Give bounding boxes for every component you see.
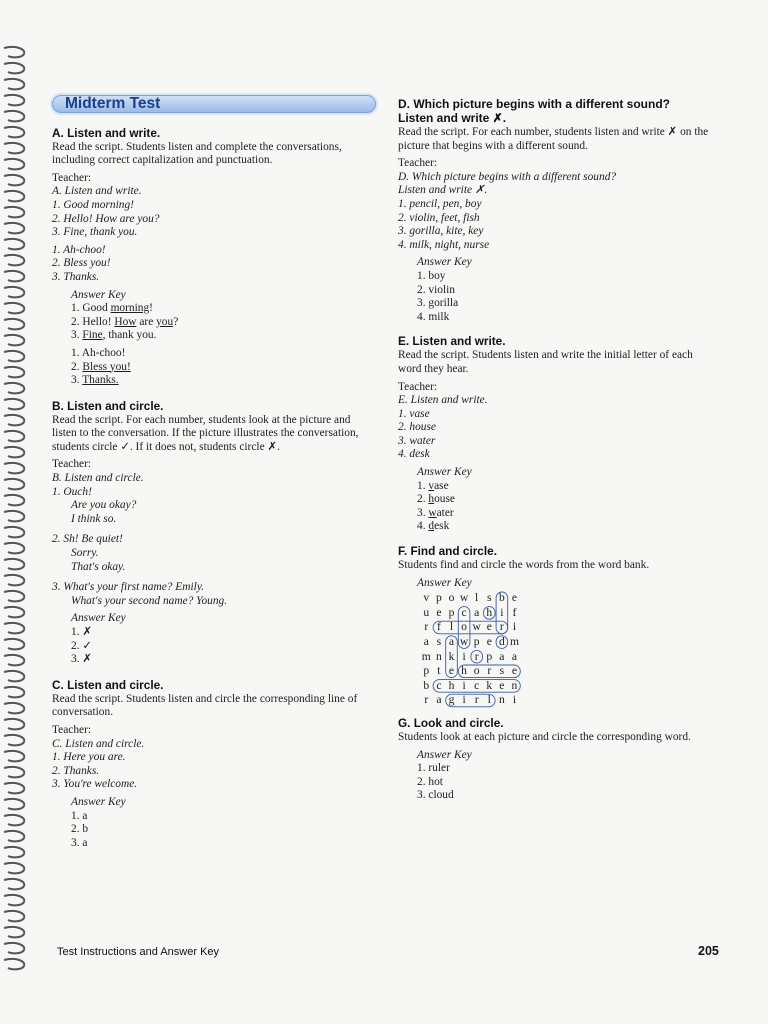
section-b-instructions: Read the script. For each number, students look at the picture and listen to the conversation. If the picture illustrates the conversation, students circle ✓. If it does not, students circle ✗. [52,413,359,453]
word-circle [446,694,495,707]
word-search-letter: a [474,605,480,619]
section-b-answer: 3. ✗ [71,653,92,666]
word-search-letter: a [423,635,429,648]
section-d-answer: 4. milk [417,310,450,323]
section-d-script-line: 2. violin, feet, fish [398,211,480,224]
page-title: Midterm Test [52,95,376,113]
word-search-letter: k [448,649,455,663]
spiral-coil [4,591,24,601]
word-search-letter: w [472,620,481,634]
section-a-script-line: A. Listen and write. [52,185,142,198]
section-d-script-line: D. Which picture begins with a different sound? [398,170,617,183]
word-search-letter: n [498,693,505,707]
word-circle [446,636,458,678]
word-search-letter: l [487,693,491,707]
word-search-letter: o [448,591,455,605]
section-c-answer: 1. a [71,809,88,822]
word-search-letter: h [448,678,455,692]
section-a-script-line: 2. Bless you! [52,257,111,270]
spiral-coil [4,655,24,665]
section-c-answer-key-label: Answer Key [71,795,126,808]
word-search-letter: i [500,605,504,619]
word-search-letter: e [448,664,455,678]
section-e-teacher-label: Teacher: [398,380,438,393]
word-search-letter: c [474,678,480,692]
section-e-answer: 1. vase [417,479,449,492]
word-search-letter: s [436,635,442,648]
spiral-coil [4,959,24,969]
spiral-coil [4,383,24,393]
spiral-coil [4,143,24,153]
section-c-script-line: 2. Thanks. [52,764,100,777]
section-c-script-line: 3. You're welcome. [52,778,138,791]
spiral-coil [4,831,24,841]
section-b-answer: 2. ✓ [71,639,92,652]
word-search-grid [420,591,718,708]
word-circle [458,607,470,649]
spiral-coil [4,527,24,537]
word-search-letter: e [499,678,505,692]
word-search-letter: e [511,664,518,678]
spiral-coil [4,511,24,521]
spiral-coil [4,127,24,137]
word-search-letter: f [512,605,517,619]
word-search-letter: c [436,678,442,692]
section-a-instructions: Read the script. Students listen and complete the conversations, including correct capitalization and punctuation. [52,140,342,167]
section-d-script-line: Listen and write ✗. [398,184,488,197]
spiral-coil [4,287,24,297]
word-search-letter: c [461,605,467,619]
word-search-letter: e [486,635,492,648]
word-search-letter: m [509,635,519,648]
section-d-heading: D. Which picture begins with a different sound? [398,97,671,111]
section-a-script-line: 3. Thanks. [52,270,100,283]
word-circle [458,665,520,678]
section-b-script-line: 2. Sh! Be quiet! [52,533,123,546]
section-a-answer: 1. Ah-choo! [71,346,126,359]
section-d-answer: 3. gorilla [417,297,459,310]
section-e-answer-key-label: Answer Key [417,466,472,479]
word-circle [484,607,496,620]
section-a-heading: A. Listen and write. [52,125,161,140]
word-search-letter: b [498,591,505,605]
section-b-script-line: 1. Ouch! [52,485,92,498]
word-search-letter: s [487,591,492,605]
section-b-script-line: That's okay. [71,560,126,573]
spiral-coil [4,111,24,121]
word-search-letter: t [437,664,441,678]
spiral-coil [4,639,24,649]
section-d-answer: 1. boy [417,269,446,282]
section-c-script-line: 1. Here you are. [52,751,126,764]
spiral-coil [4,303,24,313]
spiral-coil [4,895,24,905]
section-a-answer: 3. Thanks. [71,374,119,387]
word-search-letter: p [423,664,430,678]
section-e-script-line: 3. water [398,434,436,447]
word-search-letter: i [462,693,466,707]
spiral-coil [4,783,24,793]
word-search-letter: r [474,693,479,707]
section-b-answer: 1. ✗ [71,626,92,638]
word-search-letter: h [486,605,493,619]
spiral-coil [4,911,24,921]
word-search-letter: r [424,693,429,707]
section-e-script-line: E. Listen and write. [398,394,488,407]
section-a-script-line: 2. Hello! How are you? [52,212,160,225]
section-c-instructions: Read the script. Students listen and circle the corresponding line of conversation. [52,692,358,719]
page-number: 205 [698,944,719,958]
section-c-heading: C. Listen and circle. [52,677,164,692]
section-e-answer: 4. desk [417,520,450,533]
word-search-letter: s [499,664,505,678]
section-b-script-line: I think so. [71,512,117,525]
spiral-coil [4,335,24,345]
spiral-coil [4,175,24,185]
section-g-answer: 1. ruler [417,762,450,775]
word-search-letter: h [461,664,467,678]
word-search-letter: d [498,635,505,648]
section-e-script-line: 1. vase [398,407,430,420]
spiral-coil [4,863,24,873]
spiral-coil [4,847,24,857]
right-column [398,95,718,803]
section-b-teacher-label: Teacher: [52,458,92,471]
word-search-letter: p [435,591,442,605]
word-search-letter: i [512,620,517,634]
section-d-script-line: 4. milk, night, nurse [398,238,490,251]
section-f-heading: F. Find and circle. [398,544,497,559]
word-search-letter: k [486,678,493,692]
spiral-coil [4,47,24,57]
word-search-letter: u [423,605,430,619]
section-c-script-line: C. Listen and circle. [52,737,145,750]
word-search-letter: p [486,649,493,663]
word-search-letter: l [449,620,454,634]
spiral-coil [4,927,24,937]
section-a-answer: 1. Good morning! [71,302,153,315]
spiral-coil [4,687,24,697]
left-column [52,95,374,850]
spiral-coil [4,735,24,745]
spiral-coil [4,191,24,201]
section-b-answer-key-label: Answer Key [71,612,126,625]
word-search-letter: w [459,591,469,605]
section-e-instructions: Read the script. Students listen and write the initial letter of each word they hear. [398,349,693,375]
section-d-answer-key-label: Answer Key [417,256,472,269]
spiral-coil [4,575,24,585]
section-d-subheading: Listen and write ✗. [398,111,507,125]
word-search-letter: a [511,649,518,663]
section-d-script-line: 1. pencil, pen, boy [398,197,482,210]
section-b-script-line: 3. What's your first name? Emily. [52,581,205,594]
word-search-letter: e [486,620,492,634]
section-a-answer: 2. Bless you! [71,360,131,373]
section-a-teacher-label: Teacher: [52,171,92,184]
section-f-instructions: Students find and circle the words from the word bank. [398,559,650,572]
section-c-answer: 3. a [71,836,88,849]
section-c-teacher-label: Teacher: [52,723,92,736]
section-e-answer: 2. house [417,493,455,506]
section-e-script-line: 4. desk [398,448,430,461]
word-search-letter: e [511,591,518,605]
spiral-coil [4,767,24,777]
word-search-circles [420,591,530,711]
section-d-teacher-label: Teacher: [398,157,438,170]
word-circle [496,636,508,649]
spiral-binding [0,40,38,980]
section-g-answer: 3. cloud [417,789,454,802]
section-a-script-line: 1. Ah-choo! [52,243,106,256]
word-search-letter: a [436,693,442,707]
spiral-coil [4,255,24,265]
word-search-letter: o [473,664,480,678]
spiral-coil [4,223,24,233]
word-circle [496,592,508,634]
section-b-heading: B. Listen and circle. [52,398,164,413]
section-a-script-line: 3. Fine, thank you. [52,226,138,239]
word-search-letter: g [448,693,455,707]
word-search-letter: b [423,678,430,692]
word-search-letter: w [459,635,469,648]
spiral-coil [4,447,24,457]
spiral-coil [4,607,24,617]
word-search-letter: m [421,649,431,663]
section-g-answer-key-label: Answer Key [417,748,472,761]
spiral-coil [4,943,24,953]
spiral-coil [4,799,24,809]
spiral-coil [4,623,24,633]
spiral-coil [4,479,24,489]
section-d-instructions: Read the script. For each number, students listen and write ✗ on the picture that begins with a different sound. [398,126,709,152]
word-search-letter: a [499,649,505,663]
section-g-answer: 2. hot [417,775,443,788]
word-search-letter: p [473,635,480,648]
spiral-coil [4,719,24,729]
section-b-script-line: What's your second name? Young. [71,594,228,607]
spiral-coil [4,751,24,761]
word-circle [471,651,483,664]
spiral-coil [4,543,24,553]
spiral-coil [4,879,24,889]
section-e-answer: 3. water [417,506,454,519]
section-c-answer: 2. b [71,823,89,836]
spiral-coil [4,271,24,281]
spiral-coil [4,319,24,329]
spiral-coil [4,63,24,73]
word-search-letter: i [462,678,466,692]
word-search-letter: e [436,605,442,619]
spiral-coil [4,399,24,409]
word-search-letter: n [435,649,442,663]
section-d-answer: 2. violin [417,283,455,296]
spiral-coil [4,703,24,713]
section-a-answer: 3. Fine, thank you. [71,329,157,342]
spiral-coil [4,367,24,377]
spiral-coil [4,79,24,89]
word-search-letter: n [511,678,518,692]
footer-text: Test Instructions and Answer Key [57,946,220,958]
section-f-answer-key-label: Answer Key [417,576,472,589]
spiral-coil [4,815,24,825]
word-search-letter: p [448,605,455,619]
word-search-letter: r [474,649,479,663]
word-search-letter: l [475,591,479,605]
word-search-letter: r [424,620,429,634]
spiral-coil [4,239,24,249]
section-a-script-line: 1. Good morning! [52,198,134,211]
word-circle [433,680,520,693]
spiral-coil [4,671,24,681]
spiral-coil [4,431,24,441]
spiral-coil [4,559,24,569]
section-g-instructions: Students look at each picture and circle the corresponding word. [398,730,691,743]
word-search-letter: i [462,649,466,663]
section-g-heading: G. Look and circle. [398,715,504,730]
section-b-script-line: B. Listen and circle. [52,472,144,485]
spiral-coil [4,463,24,473]
section-a-answer: 2. Hello! How are you? [71,315,179,328]
word-search-letter: a [448,635,455,648]
word-search-letter: o [461,620,467,634]
word-search-letter: r [487,664,492,678]
section-e-heading: E. Listen and write. [398,334,506,349]
word-search-letter: i [512,693,517,707]
section-b-script-line: Sorry. [71,547,99,560]
spiral-coil [4,495,24,505]
spiral-coil [4,351,24,361]
spiral-coil [4,95,24,105]
word-search-letter: f [436,620,441,634]
section-d-script-line: 3. gorilla, kite, key [398,225,484,238]
section-a-answer-key-label: Answer Key [71,288,126,301]
spiral-coil [4,207,24,217]
section-e-script-line: 2. house [398,421,436,434]
spiral-coil [4,159,24,169]
word-search-letter: v [423,591,430,605]
word-search-letter: r [499,620,504,634]
section-b-script-line: Are you okay? [71,499,137,512]
spiral-coil [4,415,24,425]
